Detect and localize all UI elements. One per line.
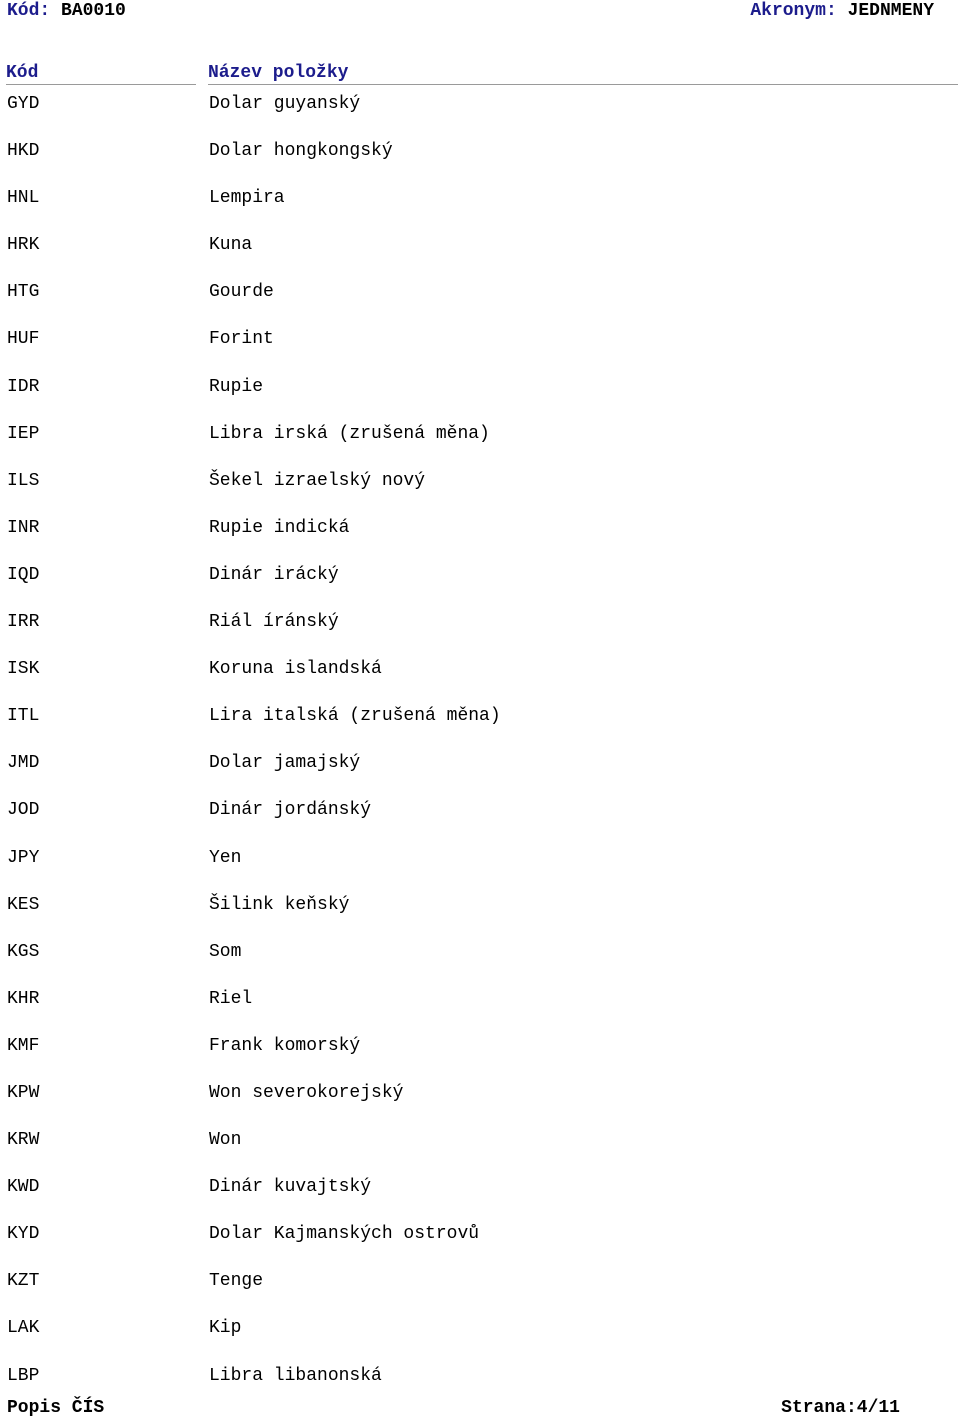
currency-code: GYD: [7, 94, 40, 114]
list-item: [0, 1314, 960, 1361]
currency-name: Dinár jordánský: [209, 800, 372, 821]
code-label: Kód:: [7, 1, 51, 21]
acronym-label: Akronym:: [750, 1, 837, 21]
column-header-name: Název položky: [208, 62, 958, 85]
currency-code: KGS: [7, 941, 40, 962]
column-header-code: Kód: [6, 62, 196, 85]
currency-code: LAK: [7, 1318, 40, 1339]
currency-code: IQD: [7, 564, 40, 585]
currency-code: ITL: [7, 706, 40, 727]
currency-name: Forint: [209, 329, 274, 350]
currency-name: Šilink keňský: [209, 894, 350, 915]
list-item: [0, 137, 960, 184]
currency-code: JPY: [7, 847, 40, 868]
currency-name: Yen: [209, 847, 242, 868]
currency-name: Som: [209, 941, 242, 962]
list-item: [0, 561, 960, 608]
document-code: [7, 0, 126, 22]
currency-name: Lempira: [209, 188, 285, 209]
page-label: Strana:: [781, 1398, 857, 1418]
currency-code: KWD: [7, 1177, 40, 1198]
currency-name: Kip: [209, 1318, 242, 1339]
currency-code: KES: [7, 894, 40, 915]
currency-name: Tenge: [209, 1271, 264, 1292]
list-item: [0, 90, 960, 137]
list-item: [0, 1267, 960, 1314]
currency-code: KPW: [7, 1082, 40, 1103]
currency-name: Kuna: [209, 235, 253, 256]
currency-name: Dinár kuvajtský: [209, 1177, 372, 1198]
currency-code: INR: [7, 517, 40, 538]
currency-name: Rupie indická: [209, 517, 350, 538]
currency-name: Riel: [209, 988, 253, 1009]
currency-name: Won: [209, 1130, 242, 1151]
list-item: [0, 420, 960, 467]
currency-code: LBP: [7, 1365, 40, 1386]
currency-code: HNL: [7, 188, 40, 209]
currency-name: Libra libanonská: [209, 1365, 382, 1386]
currency-name: Libra irská (zrušená měna): [209, 423, 490, 444]
currency-code: JOD: [7, 800, 40, 821]
currency-name: Koruna islandská: [209, 659, 382, 680]
list-item: [0, 1079, 960, 1126]
currency-name: Riál íránský: [209, 612, 339, 633]
list-item: [0, 655, 960, 702]
currency-code: HRK: [7, 235, 40, 256]
currency-name: Dolar Kajmanských ostrovů: [209, 1224, 480, 1245]
list-item: [0, 608, 960, 655]
list-item: [0, 278, 960, 325]
list-item: [0, 514, 960, 561]
list-item: [0, 1173, 960, 1220]
currency-code: JMD: [7, 753, 40, 774]
list-item: [0, 1032, 960, 1079]
document-acronym: [750, 0, 934, 22]
currency-name: Gourde: [209, 282, 274, 303]
list-item: [0, 796, 960, 843]
list-item: [0, 702, 960, 749]
currency-name: Lira italská (zrušená měna): [209, 706, 501, 727]
currency-name: Dolar jamajský: [209, 753, 361, 774]
footer-title: Popis ČÍS: [7, 1398, 105, 1418]
currency-code: HTG: [7, 282, 40, 303]
currency-list: [0, 90, 960, 1409]
list-item: [0, 1126, 960, 1173]
list-item: [0, 844, 960, 891]
list-item: [0, 891, 960, 938]
page-value: 4/11: [856, 1398, 900, 1418]
currency-name: Dolar hongkongský: [209, 141, 393, 162]
code-value: BA0010: [61, 1, 126, 21]
currency-code: KMF: [7, 1035, 40, 1056]
list-item: [0, 184, 960, 231]
list-item: [0, 749, 960, 796]
currency-code: HUF: [7, 329, 40, 350]
currency-code: IEP: [7, 423, 40, 444]
currency-code: KYD: [7, 1224, 40, 1245]
currency-name: Dinár irácký: [209, 564, 339, 585]
list-item: [0, 325, 960, 372]
currency-name: Dolar guyanský: [209, 94, 361, 114]
list-item: [0, 373, 960, 420]
currency-name: Šekel izraelský nový: [209, 470, 426, 491]
currency-name: Frank komorský: [209, 1035, 361, 1056]
currency-code: HKD: [7, 141, 40, 162]
currency-name: Won severokorejský: [209, 1082, 404, 1103]
currency-name: Rupie: [209, 376, 264, 397]
currency-code: ISK: [7, 659, 40, 680]
currency-code: ILS: [7, 470, 40, 491]
list-item: [0, 231, 960, 278]
currency-code: IDR: [7, 376, 40, 397]
list-item: [0, 938, 960, 985]
currency-code: KHR: [7, 988, 40, 1009]
currency-code: KZT: [7, 1271, 40, 1292]
list-item: [0, 1220, 960, 1267]
list-item: [0, 985, 960, 1032]
currency-code: IRR: [7, 612, 40, 633]
currency-code: KRW: [7, 1130, 40, 1151]
list-item: [0, 467, 960, 514]
page-indicator: [781, 1396, 900, 1420]
acronym-value: JEDNMENY: [847, 1, 934, 21]
